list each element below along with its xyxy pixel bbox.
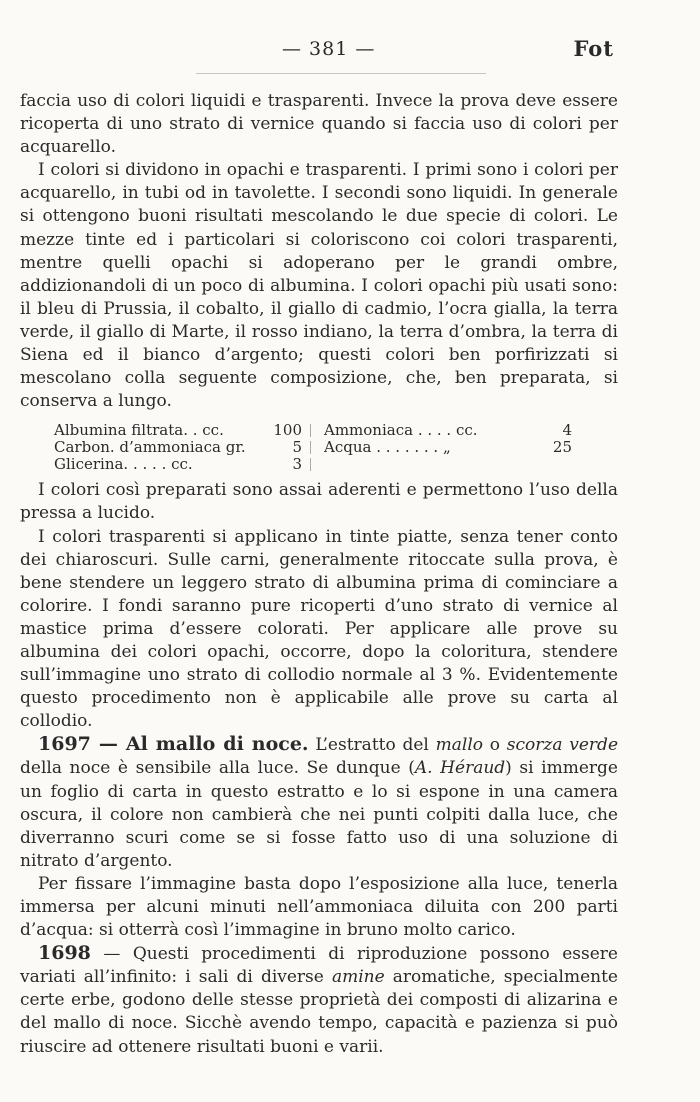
section-heading: 1698 [38,942,91,965]
section-emphasis: A. Héraud [414,758,506,779]
section-text: aromatiche, specialmente certe erbe, godono delle stesse proprietà dei composti di alizarina e del mallo di noce. Sicchè avendo tempo, capacità e pazienza si può riuscire ad ottenere risultati buoni e varii. [20,967,618,1057]
recipe-row [324,422,572,439]
recipe-value: 5 [292,438,302,457]
page-body [20,90,618,1059]
recipe-value: 25 [552,438,572,457]
section-heading: 1697 — Al mallo di noce. [38,733,309,756]
running-head: Fot [573,36,614,61]
section-text: o [483,735,507,756]
recipe-label: Ammoniaca . . . . cc. [324,421,478,440]
paragraph-2: I colori si dividono in opachi e trasparenti. I primi sono i colori per acquarello, in tubi od in tavolette. I secondi sono liquidi. In generale si ottengono buoni risultati mescolando le due specie di colori. Le mezze tinte ed i particolari si coloriscono coi colori trasparenti, mentre quelli opachi si adoperano per le grandi ombre, addizionandoli di un poco di albumina. I colori opachi più usati sono: il bleu di Prussia, il cobalto, il giallo di cadmio, l’ocra gialla, la terra verde, il giallo di Marte, il rosso indiano, la terra d’ombra, la terra di Siena ed il bianco d’argento; questi colori ben porfirizzati si mescolano colla seguente composizione, che, ben preparata, si conserva a lungo. [20,160,618,412]
section-emphasis: amine [331,967,385,988]
paragraph-4: I colori trasparenti si applicano in tinte piatte, senza tener conto dei chiaroscuri. Sulle carni, generalmente ritoccate sulla prova, è bene stendere un leggero strato di albumina prima di cominciare a colorire. I fondi saranno pure ricoperti d’uno strato di vernice al mastice prima d’essere colorati. Per applicare alle prove su albumina dei colori opachi, occorre, dopo la coloritura, stendere sull’immagine uno strato di collodio normale al 3 %. Evidentemente questo procedimento non è applicabile alle prove su carta al collodio. [20,526,618,732]
section-text: ) si immerge un foglio di carta in questo estratto e lo si espone in una camera oscura, il colore non cambierà che nei punti colpiti dalla luce, che diverranno scuri come se si fosse fatto uso di una soluzione di nitrato d’argento. [20,758,618,871]
section-text: L’estratto del [308,735,436,756]
page-header [0,34,700,64]
recipe-row [54,456,302,473]
section-text: della noce è sensibile alla luce. Se dunque ( [20,758,415,779]
section-1698 [20,942,618,1058]
recipe-label: Albumina filtrata. . cc. [54,421,224,440]
recipe-value: 100 [273,421,302,440]
header-rule [196,73,486,74]
page-number: — 381 — [282,38,376,60]
recipe-row [324,439,572,456]
paragraph-6: Per fissare l’immagine basta dopo l’esposizione alla luce, tenerla immersa per alcuni minuti nell’ammoniaca diluita con 200 parti d’acqua: si otterrà così l’immagine in bruno molto carico. [20,873,618,941]
recipe-label: Glicerina. . . . . cc. [54,455,193,474]
recipe-row [54,439,302,456]
recipe-value: 3 [292,455,302,474]
recipe-divider [302,422,324,473]
paragraph-1: faccia uso di colori liquidi e trasparenti. Invece la prova deve essere ricoperta di uno strato di vernice quando si faccia uso di colori per acquarello. [20,91,618,158]
section-text: — Questi procedimenti di riproduzione possono essere variati all’infinito: i sali di diverse [20,944,618,988]
section-emphasis: scorza verde [506,735,619,756]
section-1697 [20,733,618,873]
recipe-label: Carbon. d’ammoniaca gr. [54,438,246,457]
recipe-left-column [54,422,302,473]
recipe-label: Acqua . . . . . . . „ [324,438,451,457]
recipe-row [54,422,302,439]
recipe-table [54,422,618,473]
paragraph-3: I colori così preparati sono assai aderenti e permettono l’uso della pressa a lucido. [20,480,618,524]
section-emphasis: mallo [435,735,484,756]
recipe-value: 4 [562,421,572,440]
recipe-right-column [324,422,572,473]
